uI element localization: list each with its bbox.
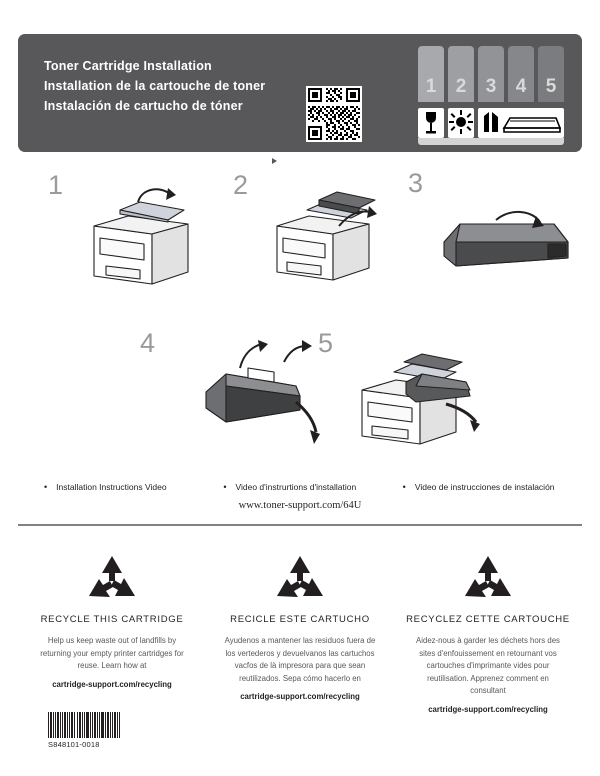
recycle-icon [461, 554, 515, 600]
header-step-number-4: 4 [515, 76, 527, 97]
fragile-icon [418, 108, 444, 138]
header-accent-bar [418, 138, 564, 145]
recycle-icon [273, 554, 327, 600]
recycle-link-es[interactable]: cartridge-support.com/recycling [240, 692, 360, 702]
recycle-column-en [18, 538, 206, 710]
no-sunlight-icon [448, 108, 474, 138]
header-step-number-1: 1 [425, 76, 437, 97]
recycle-title-es: RECICLE ESTE CARTUCHO [230, 614, 370, 625]
support-url: www.toner-support.com/64U [287, 156, 387, 165]
video-label-es: Video de instrucciones de instalación [414, 482, 555, 492]
video-links-row [18, 482, 582, 492]
recycle-column-es [206, 538, 394, 710]
section-divider [18, 524, 582, 526]
figure-step-3 [436, 206, 576, 291]
recycle-column-fr [394, 538, 582, 714]
header-step-number-3: 3 [485, 76, 497, 97]
barcode [48, 712, 120, 738]
recycle-link-en[interactable]: cartridge-support.com/recycling [52, 679, 172, 689]
figure-step-4 [196, 338, 336, 453]
title-es: Instalación de cartucho de tóner [44, 99, 243, 113]
bullet-icon: • [223, 482, 227, 492]
figure-step-5 [346, 342, 506, 457]
title-fr: Installation de la cartouche de toner [44, 79, 266, 93]
part-number: S848101-0018 [48, 740, 100, 749]
recycle-title-fr: RECYCLEZ CETTE CARTOUCHE [406, 614, 570, 625]
header-step-strip [418, 46, 564, 110]
title-en: Toner Cartridge Installation [44, 59, 212, 73]
bullet-icon: • [402, 482, 406, 492]
video-item-es[interactable] [403, 482, 582, 492]
header-panel [18, 34, 582, 165]
steps-area [18, 160, 582, 460]
step-number-4: 4 [140, 328, 156, 358]
header-step-number-5: 5 [545, 76, 557, 97]
video-url[interactable]: www.toner-support.com/64U [238, 500, 362, 511]
video-item-fr[interactable] [223, 482, 402, 492]
figure-step-2 [263, 182, 393, 292]
recycle-body-en: Help us keep waste out of landfills by returning your empty printer cartridges for reuse. Learn how at [40, 636, 184, 671]
step-number-1: 1 [48, 170, 64, 200]
step-number-2: 2 [233, 170, 249, 200]
bullet-icon: • [44, 482, 48, 492]
header-titles [44, 56, 294, 116]
step-number-5: 5 [318, 328, 334, 358]
qr-code-icon[interactable] [306, 86, 362, 142]
figure-step-1 [80, 180, 210, 295]
recycle-icon [85, 554, 139, 600]
video-label-fr: Video d'instrurtions d'installation [235, 482, 357, 492]
step-number-3: 3 [408, 168, 424, 198]
video-item-en[interactable] [18, 482, 223, 492]
recycle-body-es: Ayudenos a mantener las residuos fuera de los vertederos y devuelvanos las cartuchos vacfos de là impresora para que sean reutilizados. Sepa cómo hacerlo en [224, 636, 376, 683]
header-step-number-2: 2 [455, 76, 467, 97]
cartridge-icon [498, 108, 564, 138]
recycle-body-fr: Aidez-nous à garder les déchets hors des sites d'enfouissement en retournant vos cartouches d'imprimante vides pour reutilisation. Apprenez comment en consultant [416, 636, 560, 696]
recycle-link-fr[interactable]: cartridge-support.com/recycling [428, 704, 548, 714]
recycling-section [18, 538, 582, 714]
recycle-title-en: RECYCLE THIS CARTRIDGE [40, 614, 184, 625]
video-label-en: Installation Instructions Video [56, 482, 167, 492]
